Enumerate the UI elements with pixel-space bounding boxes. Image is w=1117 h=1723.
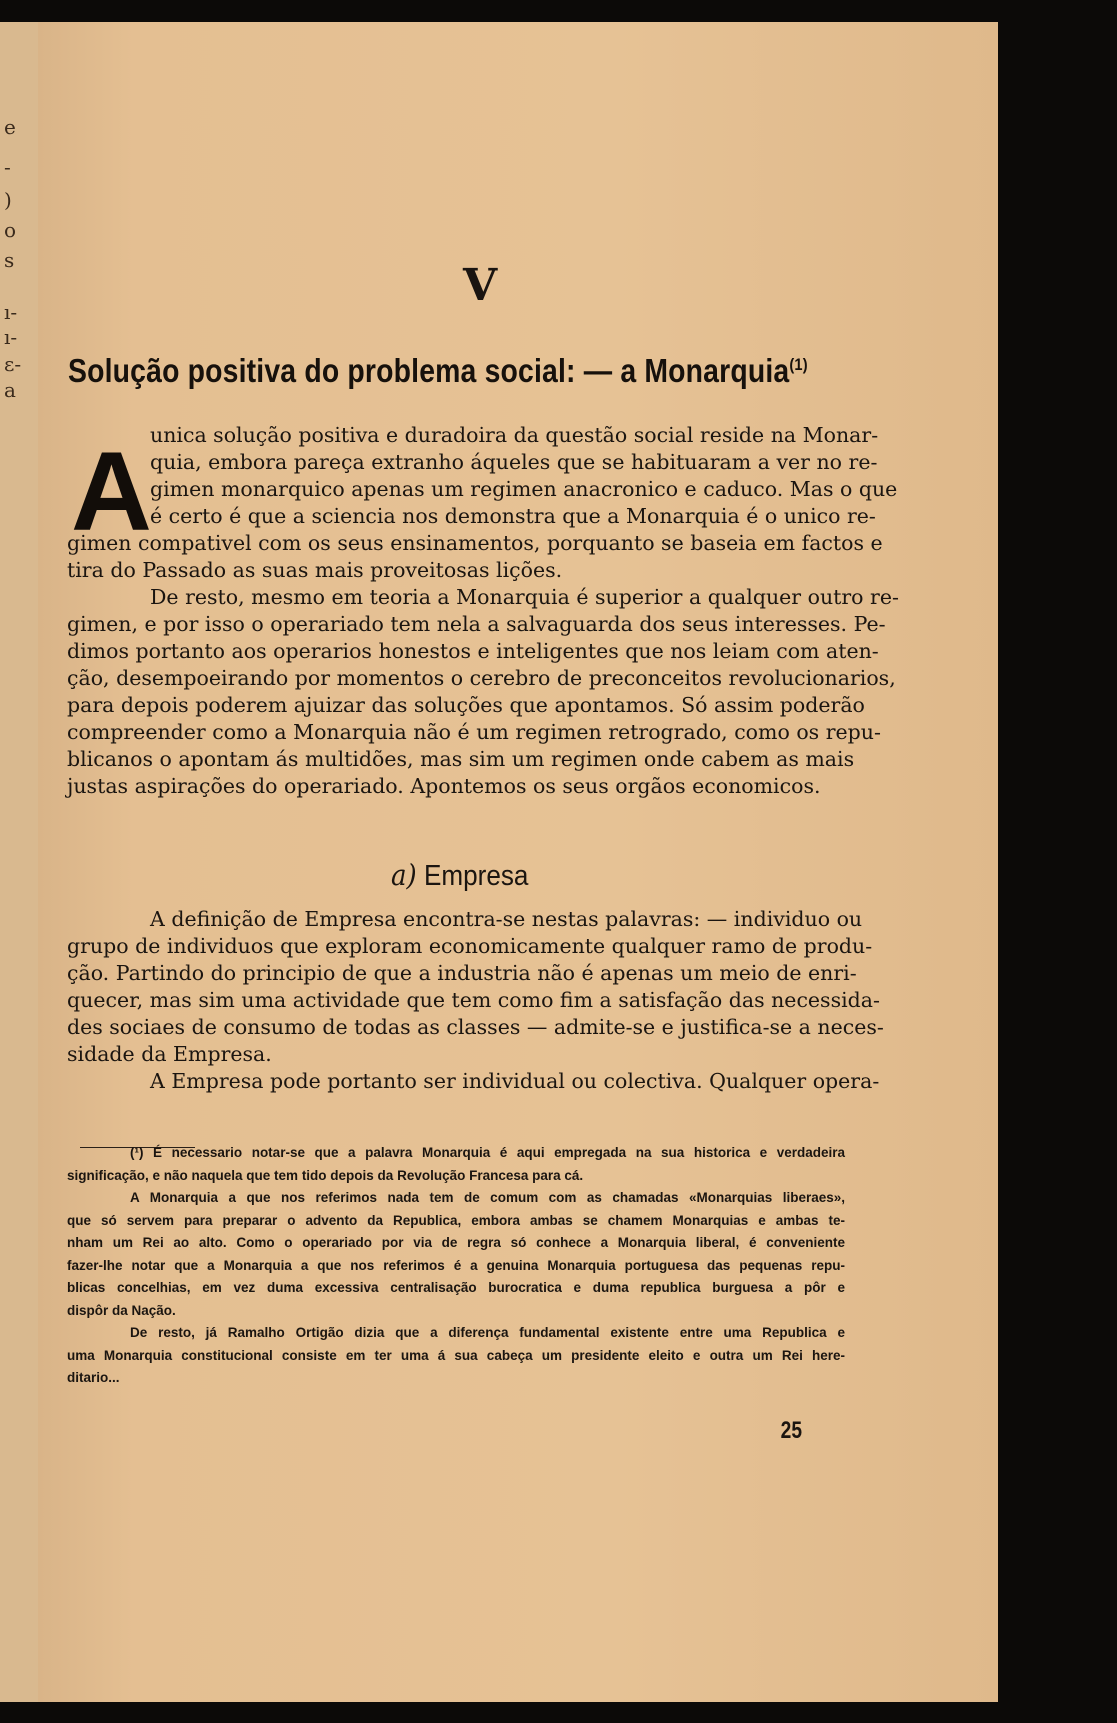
text-line: ção. Partindo do principio de que a industria não é apenas um meio de enri- xyxy=(67,961,857,985)
text-line: gimen, e por isso o operariado tem nela a salvaguarda dos seus interesses. Pe- xyxy=(67,612,886,636)
chapter-numeral: V xyxy=(463,260,498,311)
fragment-text: o xyxy=(4,218,17,242)
text-line: blicanos o apontam ás multidões, mas sim um regimen onde cabem as mais xyxy=(67,747,855,771)
footnote-line: (¹) É necessario notar-se que a palavra Monarquia é aqui empregada na sua historica e verdadeira xyxy=(130,1145,845,1160)
text-line: é certo é que a sciencia nos demonstra que a Monarquia é o unico re- xyxy=(150,504,876,528)
book-page xyxy=(38,22,998,1702)
text-line: sidade da Empresa. xyxy=(67,1042,272,1066)
text-line: quecer, mas sim uma actividade que tem como fim a satisfação das necessida- xyxy=(67,988,880,1012)
footnote-line: A Monarquia a que nos referimos nada tem de comum com as chamadas «Monarquias liberaes», xyxy=(130,1190,845,1205)
footnote-line: fazer-lhe notar que a Monarquia a que nos referimos é a genuina Monarquia portuguesa das pequenas repu- xyxy=(67,1257,845,1273)
footnote-line: De resto, já Ramalho Ortigão dizia que a diferença fundamental existente entre uma Republica e xyxy=(130,1325,845,1340)
text-line: De resto, mesmo em teoria a Monarquia é superior a qualquer outro re- xyxy=(150,585,899,609)
footnote-ref: (1) xyxy=(789,355,808,374)
drop-cap: A xyxy=(71,429,152,554)
fragment-text: s xyxy=(4,248,15,272)
text-line: A Empresa pode portanto ser individual ou colectiva. Qualquer opera- xyxy=(150,1069,880,1093)
chapter-title-text: Solução positiva do problema social: — a Monarquia xyxy=(68,352,790,389)
footnote-line: significação, e não naquela que tem tido depois da Revolução Francesa para cá. xyxy=(67,1167,584,1183)
text-line: gimen monarquico apenas um regimen anacronico e caduco. Mas o que xyxy=(150,477,898,501)
fragment-text: ı- xyxy=(4,300,18,324)
text-line: des sociaes de consumo de todas as classes — admite-se e justifica-se a neces- xyxy=(67,1015,884,1039)
fragment-text: ɛ- xyxy=(4,352,22,376)
text-line: justas aspirações do operariado. Apontemos os seus orgãos economicos. xyxy=(67,774,821,798)
footnote-line: que só servem para preparar o advento da Republica, embora ambas se chamem Monarquias e ambas te- xyxy=(67,1212,845,1228)
footnote-line: dispôr da Nação. xyxy=(67,1302,176,1318)
text-line: compreender como a Monarquia não é um regimen retrogrado, como os repu- xyxy=(67,720,881,744)
previous-page-edge xyxy=(0,22,38,1702)
text-line: A definição de Empresa encontra-se nestas palavras: — individuo ou xyxy=(150,907,863,931)
text-line: grupo de individuos que exploram economicamente qualquer ramo de produ- xyxy=(67,934,873,958)
fragment-text: e xyxy=(4,115,16,139)
text-line: gimen compativel com os seus ensinamentos, porquanto se baseia em factos e xyxy=(67,531,883,555)
fragment-text: ı- xyxy=(4,325,18,349)
page-number: 25 xyxy=(780,1417,803,1444)
fragment-text: ) xyxy=(4,188,12,212)
section-letter: a) xyxy=(391,858,417,892)
text-line: dimos portanto aos operarios honestos e inteligentes que nos leiam com aten- xyxy=(67,639,879,663)
text-line: ção, desempoeirando por momentos o cerebro de preconceitos revolucionarios, xyxy=(67,666,896,690)
footnote-line: uma Monarquia constitucional consiste em ter uma á sua cabeça um presidente eleito e outra um Rei here- xyxy=(67,1347,845,1363)
text-line: quia, embora pareça extranho áqueles que se habituaram a ver no re- xyxy=(150,450,878,474)
text-line: tira do Passado as suas mais proveitosas lições. xyxy=(67,558,563,582)
fragment-text: - xyxy=(4,155,11,179)
section-heading xyxy=(391,858,528,893)
footnote-line: nham um Rei ao alto. Como o operariado por via de regra só conhece a Monarquia liberal, é conveniente xyxy=(67,1235,845,1250)
chapter-title xyxy=(68,352,808,390)
section-title: Empresa xyxy=(424,860,529,892)
text-line: unica solução positiva e duradoira da questão social reside na Monar- xyxy=(150,423,879,447)
footnote-line: blicas concelhias, em vez duma excessiva centralisação burocratica e duma republica burguesa a pôr e xyxy=(67,1280,845,1295)
fragment-text: a xyxy=(4,378,16,402)
text-line: para depois poderem ajuizar das soluções que apontamos. Só assim poderão xyxy=(67,693,865,717)
footnote-line: ditario... xyxy=(67,1370,120,1385)
